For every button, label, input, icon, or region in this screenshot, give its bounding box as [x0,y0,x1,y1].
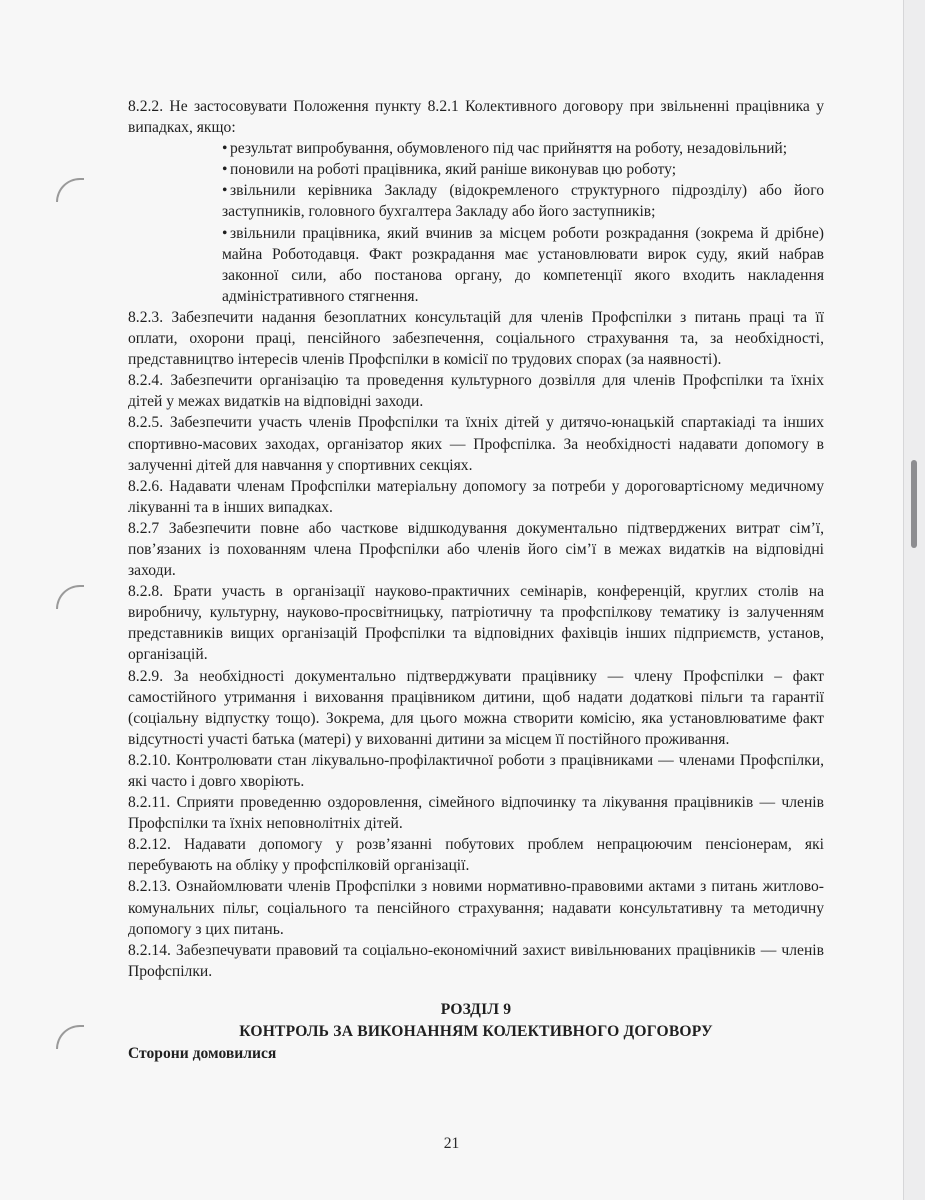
parties-heading: Сторони домовилися [128,1044,277,1062]
list-item: • поновили на роботі працівника, який раніше виконував цю роботу; [222,159,824,180]
scrollbar-thumb[interactable] [911,460,917,548]
binder-hole-icon [56,585,84,609]
section-heading [128,999,824,1043]
bullet-icon: • [222,182,228,200]
paragraph-8-2-10: 8.2.10. Контролювати стан лікувально-профілактичної роботи з працівниками — членами Профспілки, які часто і довго хворіють. [128,751,824,790]
paragraph-8-2-12: 8.2.12. Надавати допомогу у розв’язанні побутових проблем непрацюючим пенсіонерам, які перебувають на обліку у профспілковій організації. [128,836,824,875]
page-number: 21 [443,1135,460,1152]
list-item: • результат випробування, обумовленого під час прийняття на роботу, незадовільний; [222,138,824,159]
bullet-list [128,138,824,307]
paragraph-8-2-6: 8.2.6. Надавати членам Профспілки матеріальну допомогу за потреби у дороговартісному медичному лікуванні та в інших випадках. [128,477,824,516]
paragraph-8-2-8: 8.2.8. Брати участь в організації науково-практичних семінарів, конференцій, круглих столів на виробничу, культурну, науково-просвітницьку, патріотичну та профспілкову тематику із залученням представників вищих організацій Профспілки та відповідних фахівців інших підприємств, установ, організацій. [128,583,824,664]
binder-hole-icon [56,1025,84,1049]
paragraph-8-2-4: 8.2.4. Забезпечити організацію та проведення культурного дозвілля для членів Профспілки та їхніх дітей у межах видатків на відповідні заходи. [128,372,824,411]
paragraph-8-2-14: 8.2.14. Забезпечувати правовий та соціально-економічний захист вивільнюваних працівників — членів Профспілки. [128,941,824,980]
paragraph-8-2-11: 8.2.11. Сприяти проведенню оздоровлення, сімейного відпочинку та лікування працівників — членів Профспілки та їхніх неповнолітніх дітей. [128,794,824,833]
section-number: РОЗДІЛ 9 [440,1000,512,1018]
document-body [128,96,824,1064]
binder-hole-icon [56,178,84,202]
bullet-icon: • [222,161,228,179]
paragraph-8-2-5: 8.2.5. Забезпечити участь членів Профспілки та їхніх дітей у дитячо-юнацькій спартакіаді та інших спортивно-масових заходах, організатор яких — Профспілка. За необхідності надавати допомогу в залученні дітей для навчання у спортивних секціях. [128,414,824,474]
list-item: • звільнили керівника Закладу (відокремленого структурного підрозділу) або його заступників, головного бухгалтера Закладу або його заступників; [222,182,824,221]
section-title: КОНТРОЛЬ ЗА ВИКОНАННЯМ КОЛЕКТИВНОГО ДОГОВОРУ [239,1022,713,1040]
paragraph-8-2-7: 8.2.7 Забезпечити повне або часткове відшкодування документально підтверджених витрат сім’ї, пов’язаних із похованням члена Профспілки або членів його сім’ї в межах видатків на відповідні заходи. [128,519,824,580]
bullet-icon: • [222,224,228,242]
bullet-icon: • [222,140,228,158]
paragraph-8-2-9: 8.2.9. За необхідності документально підтверджувати працівнику — члену Профспілки – факт самостійного утримання і виховання працівником дитини, щоб надати додаткові пільги та гарантії (соціальну відпустку тощо). Зокрема, для цього можна створити комісію, яка установлюватиме факт відсутності участі батька (матері) у вихованні дитини за місцем її постійного проживання. [128,667,824,748]
paragraph-8-2-2: 8.2.2. Не застосовувати Положення пункту 8.2.1 Колективного договору при звільненні працівника у випадках, якщо: [128,98,824,137]
paragraph-8-2-13: 8.2.13. Ознайомлювати членів Профспілки з новими нормативно-правовими актами з питань житлово-комунальних пільг, соціального та пенсійного страхування; надавати консультативну та методичну допомогу з цих питань. [128,878,824,938]
paragraph-8-2-3: 8.2.3. Забезпечити надання безоплатних консультацій для членів Профспілки з питань праці та її оплати, охорони праці, пенсійного забезпечення, соціального страхування та, за необхідності, представництво інтересів членів Профспілки в комісії по трудових спорах (за наявності). [128,308,824,369]
list-item: • звільнили працівника, який вчинив за місцем роботи розкрадання (зокрема й дрібне) майна Роботодавця. Факт розкрадання має установлювати вирок суду, який набрав законної сили, або постанова органу, до компетенції якого входить накладення адміністративного стягнення. [222,224,824,305]
